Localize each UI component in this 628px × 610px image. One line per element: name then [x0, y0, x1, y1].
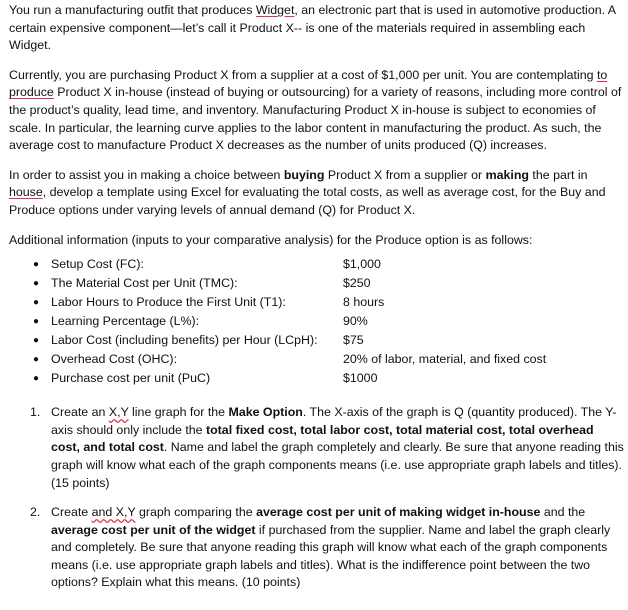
- list-item: [9, 331, 625, 350]
- input-value: $1000: [343, 370, 378, 385]
- q2-text-c: and the: [540, 505, 586, 520]
- list-item: [9, 274, 625, 293]
- para3-text-d: , develop a template using Excel for evaluating the total costs, as well as average cost, for the Buy and Produce options under varying levels of annual demand (Q) for Product X.: [9, 185, 606, 217]
- bullet: ●: [33, 372, 40, 384]
- q1-text-d: . Name and label the graph completely and clearly. Be sure that anyone reading this graph will know what each of the graph components means (i.e. use appropriate graph labels and titles). (15 points): [51, 440, 624, 490]
- current-situation-paragraph: [9, 67, 625, 155]
- para3-buying: buying: [283, 167, 325, 182]
- para2-to-produce: to produce: [9, 67, 608, 100]
- intro-text-b: , an electronic part that is used in automotive production. A certain expensive component—let’s call it Product X-- is one of the materials required in assembling each Widget.: [9, 3, 616, 53]
- q1-make-option: Make Option: [228, 405, 303, 420]
- q1-costs: total fixed cost, total labor cost, total material cost, total overhead cost, and total cost: [51, 422, 594, 455]
- para2-text-b: Product X in-house (instead of buying or outsourcing) for a variety of reasons, including more control of the product’s quality, lead time, and inventory. Manufacturing Product X in-house is subject to economies of scale. In particular, the learning curve applies to the labor content in manufacturing the product. As such, the average cost to manufacture Product X decreases as the number of units produced (Q) increases.: [9, 85, 622, 153]
- q1-text-c: . The X-axis of the graph is Q (quantity produced). The Y-axis should only include the: [51, 405, 617, 437]
- list-item: [9, 369, 625, 388]
- input-value: $250: [343, 275, 371, 290]
- list-item: [9, 293, 625, 312]
- inputs-list: [9, 255, 625, 388]
- task-paragraph: [9, 167, 625, 220]
- q2-and-xy: and X,Y: [91, 505, 136, 520]
- q1-xy: X,Y: [108, 405, 129, 420]
- q1-text-b: line graph for the: [128, 405, 229, 420]
- list-item: [9, 312, 625, 331]
- intro-widget: Widget: [255, 3, 295, 17]
- list-item: [9, 255, 625, 274]
- para2-text-a: Currently, you are purchasing Product X from a supplier at a cost of $1,000 per unit. You are contemplating: [9, 67, 597, 82]
- input-label: Learning Percentage (L%):: [51, 313, 200, 328]
- para3-text-b: Product X from a supplier or: [324, 167, 486, 182]
- question-number: 1.: [30, 405, 41, 420]
- q2-text-d: if purchased from the supplier. Name and label the graph clearly and completely. Be sure that anyone reading this graph will know what each of the graph components means (i.e. use appropriate graph labels and titles). What is the indifference point between the two options? Explain what this means. (10 points): [51, 522, 611, 590]
- intro-paragraph: [9, 2, 625, 55]
- bullet: ●: [33, 277, 40, 289]
- para3-making: making: [485, 167, 529, 182]
- question-1: [9, 404, 625, 492]
- input-value: 20% of labor, material, and fixed cost: [343, 351, 547, 366]
- para3-text-a: In order to assist you in making a choice between: [9, 167, 284, 182]
- input-label: Labor Hours to Produce the First Unit (T1):: [51, 294, 286, 309]
- bullet: ●: [33, 258, 40, 270]
- input-label: Setup Cost (FC):: [51, 256, 144, 271]
- input-value: $1,000: [343, 256, 381, 271]
- bullet: ●: [33, 315, 40, 327]
- input-value: $75: [343, 332, 364, 347]
- bullet: ●: [33, 353, 40, 365]
- intro-text-a: You run a manufacturing outfit that produces: [9, 3, 256, 17]
- question-2-text: [51, 504, 625, 592]
- q2-text-b: graph comparing the: [135, 505, 257, 520]
- input-label: Overhead Cost (OHC):: [51, 351, 178, 366]
- input-value: 8 hours: [343, 294, 385, 309]
- para3-text-c: the part in: [528, 167, 588, 182]
- para3-house: house: [9, 185, 43, 200]
- input-label: Purchase cost per unit (PuC): [51, 370, 211, 385]
- bullet: ●: [33, 296, 40, 308]
- question-number: 2.: [30, 505, 41, 520]
- q1-text-a: Create an: [51, 405, 109, 420]
- list-item: [9, 350, 625, 369]
- q2-text-a: Create: [51, 505, 92, 520]
- input-value: 90%: [343, 313, 368, 328]
- bullet: ●: [33, 334, 40, 346]
- question-2: [9, 504, 625, 592]
- q2-avg-in-house: average cost per unit of making widget in-house: [256, 505, 541, 520]
- question-1-text: [51, 404, 625, 492]
- q2-avg-supplier: average cost per unit of the widget: [51, 522, 256, 537]
- input-label: Labor Cost (including benefits) per Hour (LCpH):: [51, 332, 318, 347]
- additional-info-heading: Additional information (inputs to your comparative analysis) for the Produce option is as follows:: [9, 232, 533, 247]
- input-label: The Material Cost per Unit (TMC):: [51, 275, 238, 290]
